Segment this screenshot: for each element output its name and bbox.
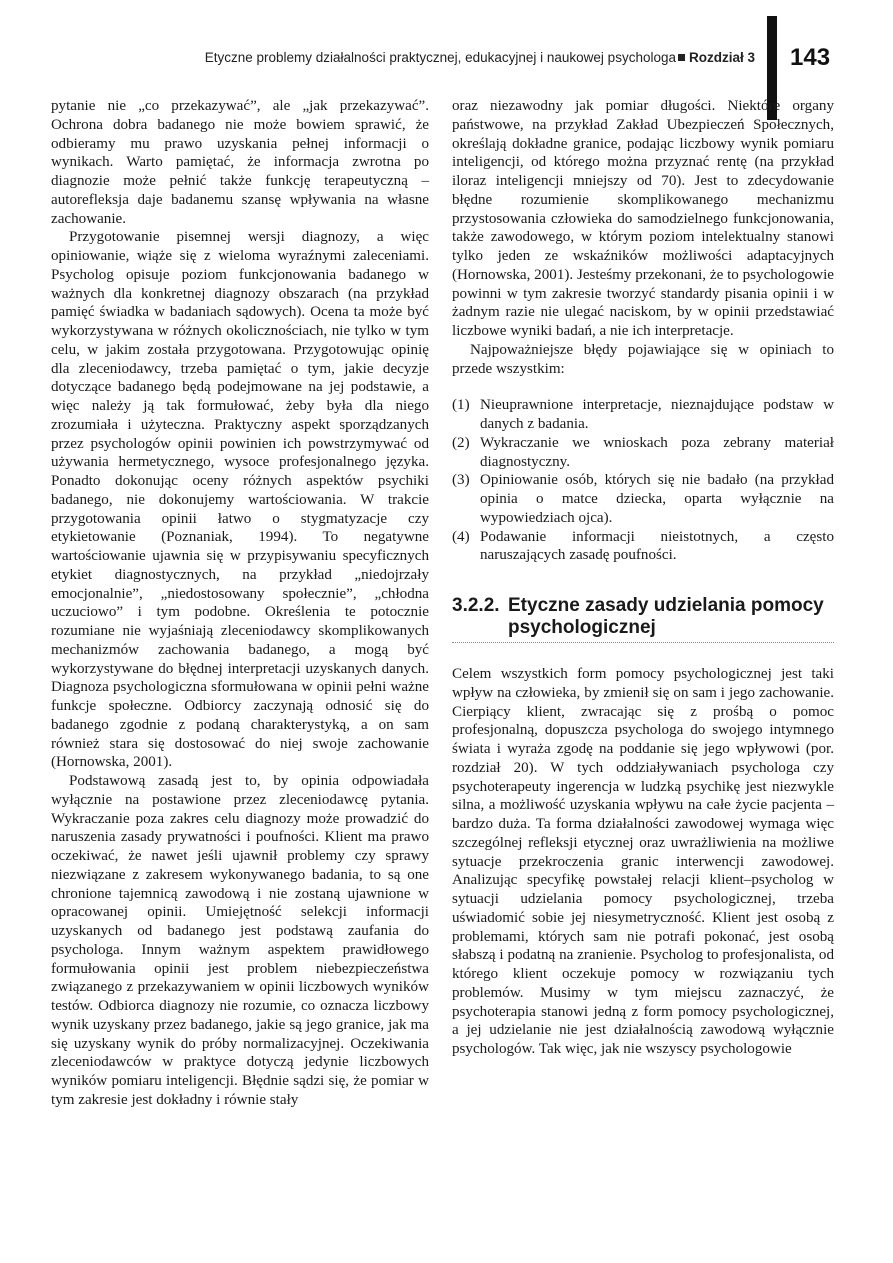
right-column xyxy=(452,97,834,1059)
list-item-text: Opiniowanie osób, których się nie badało (na przykład opinia o matce dziecka, oparta wyłącznie na wypowiedziach ojca). xyxy=(480,472,834,526)
paragraph: Celem wszystkich form pomocy psychologicznej jest taki wpływ na człowieka, by zmienił się on sam i jego zachowanie. Cierpiący klient, zwracając się z prośbą o pomoc profesjonalną, dopuszcza psychologa do swojego intymnego świata i wyraża zgodę na poddanie się jego wpływowi (por. rozdział 20). W tych oddziaływaniach psychologa czy psychoterapeuty ingerencja w ludzką psychikę jest niezwykle silna, a możliwość uzyskania wpływu na całe życie pacjenta – bardzo duża. Ta forma działalności zawodowej wymaga więc szczególnej refleksji etycznej oraz uwrażliwienia na możliwe sytuacje przekroczenia granic interwencji zawodowej. Analizując specyfikę powstałej relacji klient–psycholog w sytuacji udzielania pomocy psychologicznej, trzeba uświadomić sobie jej niesymetryczność. Klient jest osobą z problemami, których sam nie potrafi pokonać, jest osobą słabszą i podatną na zranienie. Psycholog to profesjonalista, od którego klient oczekuje pomocy w rozwiązaniu tych problemów. Musimy w tym miejscu zaznaczyć, że psychoterapia stanowi jedną z form pomocy psychologicznej, a jej udzielanie nie jest działalnością zawodową wyłącznie psychologów. Tak więc, jak nie wszyscy psychologowie xyxy=(452,666,834,1057)
running-title-line xyxy=(205,50,755,65)
paragraph: oraz niezawodny jak pomiar długości. Niektóre organy państwowe, na przykład Zakład Ubezpieczeń Społecznych, określają dokładne granice, podając liczbowy wynik pomiaru inteligencji, od którego można przyznać rentę (na przykład iloraz inteligencji mniejszy od 70). Jest to zdecydowanie błędne rozumienie skomplikowanego mechanizmu przystosowania człowieka do samodzielnego funkcjonowania, także zawodowego, w którym poziom intelektualny stanowi tylko jeden ze wskaźników możliwości adaptacyjnych (Hornowska, 2001). Jesteśmy przekonani, że to psychologowie powinni w tym zakresie tworzyć standardy pisania opinii i w żadnym razie nie ulegać naciskom, by w opinii przedstawiać liczbowe wyniki badań, a nie ich interpretacje. xyxy=(452,98,834,339)
section-number: 3.2.2. xyxy=(452,595,500,616)
list-item-number: (1) xyxy=(452,397,470,414)
page-number: 143 xyxy=(790,44,831,71)
square-bullet-icon xyxy=(678,54,685,61)
list-item xyxy=(452,528,834,566)
list-item-number: (3) xyxy=(452,472,470,489)
paragraph: Najpoważniejsze błędy pojawiające się w opiniach to przede wszystkim: xyxy=(452,341,834,377)
paragraph: Przygotowanie pisemnej wersji diagnozy, a więc opiniowanie, wiąże się z wieloma wyraźnymi zaleceniami. Psycholog opisuje poziom funkcjonowania badanego w ważnych dla konkretnej diagnozy obszarach (na przykład pamięć świadka w badaniach sądowych). Ocena ta może być wykorzystywana w różnych okolicznościach, nie tylko w tym celu, w jakim została przygotowana. Przygotowując opinię dla zleceniodawcy, trzeba pamiętać o tym, jakie decyzje dotyczące badanego będą podejmowane na jej podstawie, a więc należy ją tak formułować, żeby była dla niego zrozumiała i użyteczna. Praktyczny aspekt sporządzanych przez psychologów opinii powinien ich powstrzymywać od używania hermetycznego, wysoce profesjonalnego języka. Ponadto dokonując oceny różnych aspektów psychiki badanego, nie dokonujemy wartościowania. W trakcie przygotowania opinii łatwo o stygmatyzacje czy etykietowanie (Poznaniak, 1994). To negatywne wartościowanie ujawnia się w przypisywaniu specyficznych etykiet diagnostycznych, na przykład „niedojrzały emocjonalnie”, „niedostosowany społecznie”, „chłodna uczuciowo” i tym podobne. Określenia te potocznie rozumiane nie wyjaśniają zleceniodawcy skomplikowanych mechanizmów zachowania badanego, a mogą być wykorzystywane do błędnej interpretacji uzyskanych danych. Diagnoza psychologiczna sformułowana w opinii pełni ważne funkcje społeczne. Odbiorcy zaczynają odnosić się do badanego zgodnie z podaną charakterystyką, a on sam również stara się dostosować do niej swoje zachowanie (Hornowska, 2001). xyxy=(51,229,429,771)
paragraph: pytanie nie „co przekazywać”, ale „jak przekazywać”. Ochrona dobra badanego nie może bowiem sprawić, że odbieramy mu prawo uzyskania pełnej informacji o wynikach. Warto pamiętać, że informacja zwrotna po diagnozie może pełnić także funkcję terapeutyczną – autorefleksja daje badanemu szansę wpływania na własne zachowanie. xyxy=(51,98,429,227)
spacer xyxy=(452,378,834,396)
list-item xyxy=(452,434,834,472)
paragraph: Podstawową zasadą jest to, by opinia odpowiadała wyłącznie na postawione przez zleceniodawcę pytania. Wykraczanie poza zakres celu diagnozy może prowadzić do naruszenia zasady prywatności i poufności. Klient ma prawo oczekiwać, że nawet jeśli ujawnił problemy czy sprawy niezwiązane z zakresem wykonywanego badania, to są one chronione tajemnicą zawodową i nie zostaną ujawnione w opracowanej opinii. Umiejętność selekcji informacji uzyskanych od badanego jest podstawą zaufania do psychologa. Innym ważnym aspektem prawidłowego formułowania opinii jest problem niebezpieczeństwa związanego z przekazywaniem w opinii liczbowych wyników testów. Odbiorca diagnozy nie rozumie, co oznacza liczbowy wynik uzyskany przez badanego, jakie są jego granice, jak ma się uzyskany wynik do próby normalizacyjnej. Oczekiwania zleceniodawców w praktyce dotyczą jedynie liczbowych wyników pomiaru inteligencji. Błędnie sądzi się, że pomiar w tym zakresie jest dokładny i równie stały xyxy=(51,773,429,1108)
list-item-text: Podawanie informacji nieistotnych, a często naruszających zasadę poufności. xyxy=(480,528,834,564)
running-header xyxy=(0,46,893,76)
left-column xyxy=(51,97,429,1110)
chapter-label: Rozdział 3 xyxy=(688,50,755,65)
list-item-number: (2) xyxy=(452,434,470,451)
list-item xyxy=(452,396,834,434)
section-title: Etyczne zasady udzielania pomocy psychologicznej xyxy=(508,595,824,638)
list-item xyxy=(452,471,834,527)
list-item-number: (4) xyxy=(452,528,470,545)
errors-list xyxy=(452,396,834,565)
list-item-text: Wykraczanie we wnioskach poza zebrany materiał diagnostyczny. xyxy=(480,434,834,470)
section-heading xyxy=(452,595,834,643)
list-item-text: Nieuprawnione interpretacje, nieznajdujące podstaw w danych z badania. xyxy=(480,397,834,432)
running-title: Etyczne problemy działalności praktycznej, edukacyjnej i naukowej psychologa xyxy=(204,50,676,65)
